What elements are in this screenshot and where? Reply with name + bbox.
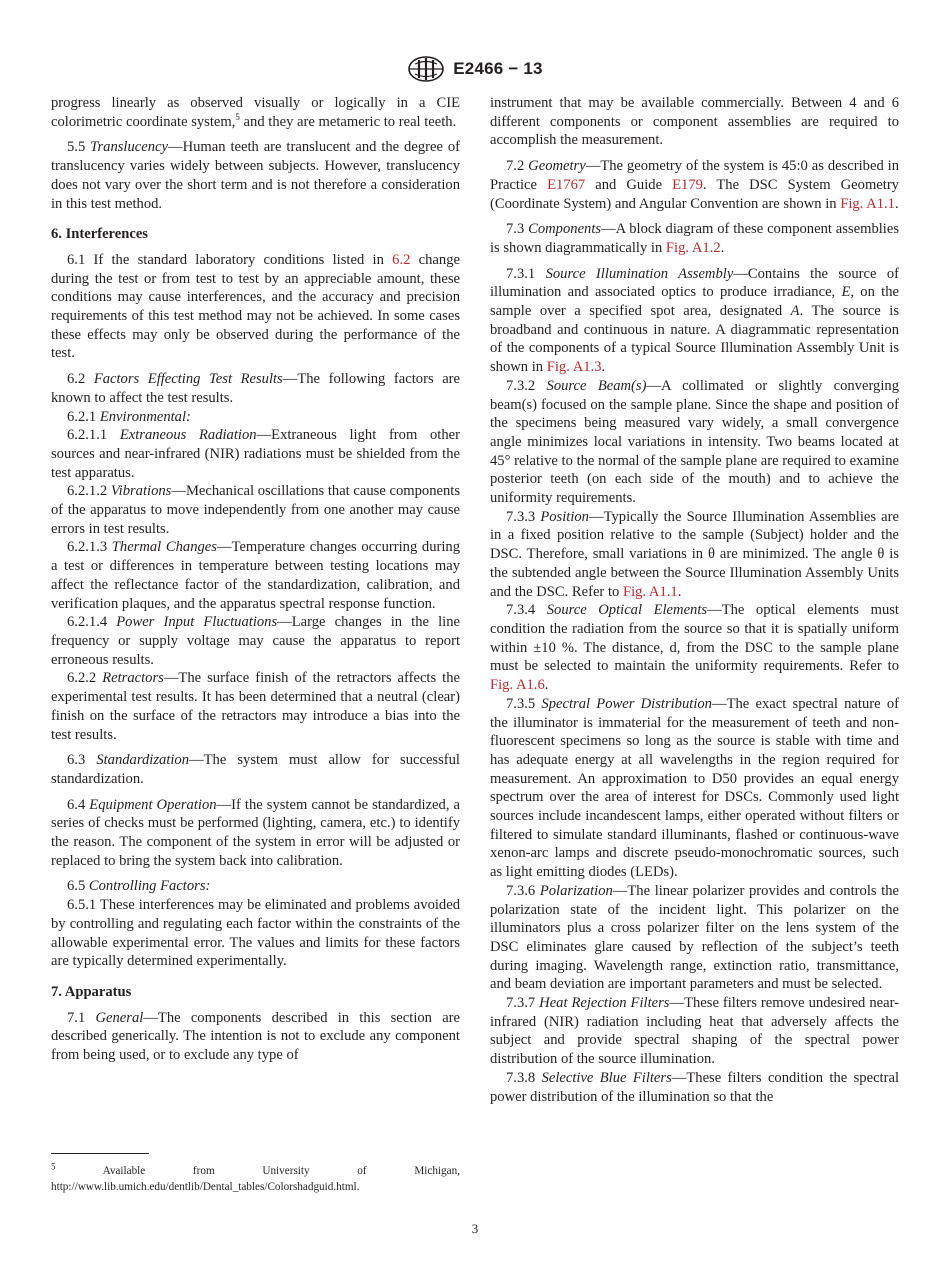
document-designation: E2466 − 13 <box>453 59 543 78</box>
section-7-3-8: 7.3.8 Selective Blue Filters—These filters condition the spectral power distribution of the illumination so that the <box>490 1069 899 1105</box>
section-7-3: 7.3 Components—A block diagram of these component assemblies is shown diagrammatically in Fig. A1.2. <box>490 221 900 256</box>
section-7-3-5: 7.3.5 Spectral Power Distribution—The exact spectral nature of the illuminator is immaterial for the measurement of teeth and non-fluorescent specimens so long as the source is stable with time and has adequate energy at all wavelengths in the region required for measurement. An approximation to D50 provides an equal energy spectrum over the area of interest for DSCs. Commonly used light sources include incandescent lamps, either operated without filters or filtered to simulate standard illuminants, flashed or continuous-wave xenon-arc lamps and discrete pseudo-monochromatic sources, such as light emitting diodes (LEDs). <box>490 695 899 881</box>
link-6-2[interactable]: 6.2 <box>392 251 411 268</box>
paragraph-continued: progress linearly as observed visually or logically in a CIE colorimetric coordinate system,$^5$ and they are metameric to real teeth. <box>51 95 460 130</box>
link-fig-a1-1[interactable]: Fig. A1.1 <box>840 195 895 212</box>
footnote-divider <box>51 1153 149 1154</box>
section-5-5: 5.5 Translucency—Human teeth are translucent and the degree of translucency varies widely between subjects. However, translucency does not vary over the short term and is not therefore a consideration in this test method. <box>51 139 461 212</box>
link-fig-a1-1-b[interactable]: Fig. A1.1 <box>622 583 678 600</box>
section-7-3-3: 7.3.3 Position—Typically the Source Illumination Assemblies are in a fixed position relative to the sample (Subject) holder and the DSC. Therefore, small variations in θ are minimized. The angle θ is the subtended angle between the Source Illumination Assembly Units and the DSC. Refer to Fig. A1.1. <box>490 508 899 600</box>
link-fig-a1-2[interactable]: Fig. A1.2 <box>665 239 721 256</box>
section-6-2-1-3: 6.2.1.3 Thermal Changes—Temperature changes occurring during a test or differences in temperature between testing locations may affect the reflectance factor of the standardization, calibration, and verification plaques, and the apparatus spectral response function. <box>51 539 461 612</box>
link-fig-a1-6[interactable]: Fig. A1.6 <box>490 677 545 694</box>
section-6-2: 6.2 Factors Effecting Test Results—The following factors are known to affect the test results. <box>51 371 461 406</box>
section-7-3-4: 7.3.4 Source Optical Elements—The optical elements must condition the radiation from the source so that it is spatially uniform within ±10 %. The distance, d, from the DSC to the sample plane must be selected to maintain the uniformity requirements. Refer to Fig. A1.6. <box>490 602 899 694</box>
section-7-3-7: 7.3.7 Heat Rejection Filters—These filters remove undesired near-infrared (NIR) radiation including heat that adversely affects the subject and provide spectral shaping of the spectral power distribution of the source illumination. <box>490 995 900 1068</box>
astm-logo-icon <box>407 56 445 82</box>
section-6-2-1-1: 6.2.1.1 Extraneous Radiation—Extraneous light from other sources and near-infrared (NIR) radiations must be shielded from the test apparatus. <box>51 427 460 481</box>
section-7-3-6: 7.3.6 Polarization—The linear polarizer provides and controls the polarization state of the incident light. This polarizer on the illuminators plus a cross polarizer filter on the lens system of the DSC eliminates glare caused by reflection of the subject’s teeth during imaging. Wavelength range, extinction ratio, transmittance, and beam deviation are important parameters and must be selected. <box>490 882 899 993</box>
heading-interferences: 6. Interferences <box>51 226 148 243</box>
section-7-3-2: 7.3.2 Source Beam(s)—A collimated or slightly converging beam(s) focused on the sample plane. Since the shape and position of the specimens being measured vary widely, a small convergence angle minimizes local variations in intensity. Two beams located at 45° relative to the normal of the sample plane are required to examine posterior teeth (on each side of the mouth) and to achieve the uniformity requirements. <box>490 377 899 507</box>
right-column <box>490 94 899 1106</box>
section-6-2-1: 6.2.1 Environmental: <box>67 408 191 425</box>
left-column <box>51 94 460 1065</box>
footnote-ref[interactable]: 5 <box>235 111 240 122</box>
paragraph-continued-right: instrument that may be available commercially. Between 4 and 6 different components or component assemblies are required to accomplish the measurement. <box>490 95 899 149</box>
section-6-5: 6.5 Controlling Factors: <box>67 878 211 895</box>
section-6-3: 6.3 Standardization—The system must allow for successful standardization. <box>51 752 460 787</box>
link-e1767[interactable]: E1767 <box>547 176 586 193</box>
section-7-3-1: 7.3.1 Source Illumination Assembly—Contains the source of illumination and associated optics to produce irradiance, E, on the sample over a specified spot area, designated A. The source is broadband and continuous in nature. A diagrammatic representation of the components of a typical Source Illumination Assembly Unit is shown in Fig. A1.3. <box>490 265 899 376</box>
section-6-5-1: 6.5.1 These interferences may be eliminated and problems avoided by controlling and regulating each factor within the constraints of the allowable experimental error. The values and limits for these factors are typically determined experimentally. <box>51 897 460 970</box>
section-6-2-2: 6.2.2 Retractors—The surface finish of the retractors affects the experimental test results. It has been determined that a neutral (clear) finish on the surface of the retractors may introduce a bias into the test results. <box>51 670 460 743</box>
link-fig-a1-3[interactable]: Fig. A1.3 <box>546 359 602 376</box>
section-6-4: 6.4 Equipment Operation—If the system cannot be standardized, a series of checks must be performed (lighting, camera, etc.) to identify the reason. The component of the system in error will be adjusted or replaced to bring the system back into calibration. <box>51 796 460 869</box>
page-number: 3 <box>471 1221 479 1236</box>
page-header <box>0 56 950 82</box>
section-6-2-1-2: 6.2.1.2 Vibrations—Mechanical oscillations that cause components of the apparatus to move independently from one another may cause errors in test results. <box>51 483 460 537</box>
link-e179[interactable]: E179 <box>672 176 703 193</box>
section-6-1: 6.1 If the standard laboratory conditions listed in 6.2 change during the test or from test to test by an appreciable amount, these conditions may cause interferences, and the accuracy and precision requirements of this test method may not be achieved. In some cases these effects may only be observed during the performance of the test. <box>51 251 460 362</box>
heading-apparatus: 7. Apparatus <box>51 983 132 1000</box>
section-7-1: 7.1 General—The components described in this section are described generically. The intention is not to exclude any component from being used, or to exclude any type of <box>51 1009 461 1064</box>
footnote: $^5$ Available from University of Michigan, http://www.lib.umich.edu/dentlib/Dental_tables/Colorshadguid.html. <box>51 1161 460 1193</box>
section-6-2-1-4: 6.2.1.4 Power Input Fluctuations—Large changes in the line frequency or supply voltage may cause the apparatus to report erroneous results. <box>51 614 461 668</box>
section-7-2: 7.2 Geometry—The geometry of the system is 45:0 as described in Practice E1767 and Guide E179. The DSC System Geometry (Coordinate System) and Angular Convention are shown in Fig. A1.1. <box>490 158 900 212</box>
